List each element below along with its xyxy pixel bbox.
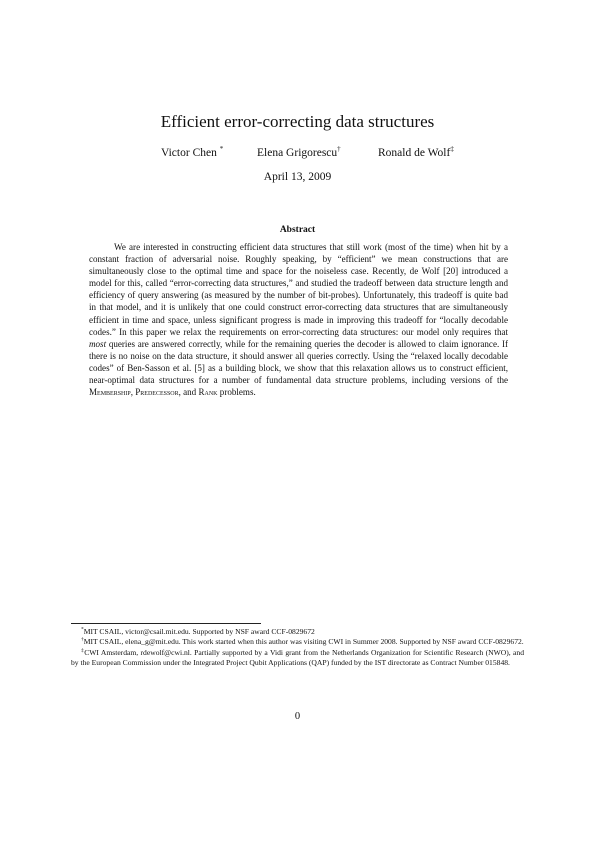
author-name: Elena Grigorescu: [257, 147, 338, 159]
footnote-elena-grigorescu: [71, 637, 524, 647]
author-footnote-mark: †: [337, 145, 341, 154]
author-ronald-de-wolf: [378, 147, 454, 159]
abstract-text-part1: We are interested in constructing efficient data structures that still work (most of the time) when hit by a constant fraction of adversarial noise. Roughly speaking, by “efficient” we mean constructions that are simultaneously close to the optimal time and space for the noiseless case. Recently, de Wolf [20] introduced a model for this, called “error-correcting data structures,” and studied the tradeoff between data structure length and efficiency of query answering (as measured by the number of bit-probes). Unfortunately, this tradeoff is quite bad in that model, and it is unlikely that one could construct error-correcting data structures that are simultaneously efficient in time and space, unless significant progress is made in improving this tradeoff for “locally decodable codes.” In this paper we relax the requirements on error-correcting data structures: our model only requires that: [89, 242, 508, 337]
footnote-mark: *: [81, 626, 84, 633]
footnotes: [71, 627, 524, 668]
problem-membership: Membership: [89, 387, 131, 398]
abstract-separator: ,: [130, 387, 133, 398]
footnote-ronald-de-wolf: [71, 648, 524, 669]
author-footnote-mark: *: [219, 145, 224, 154]
footnote-text: MIT CSAIL, victor@csail.mit.edu. Supported by NSF award CCF-0829672: [83, 627, 315, 636]
page-number: 0: [294, 711, 301, 722]
abstract-emphasis: most: [89, 338, 107, 349]
abstract-heading: Abstract: [279, 225, 316, 235]
footnote-text: MIT CSAIL, elena_g@mit.edu. This work started when this author was visiting CWI in Summer 2008. Supported by NSF award CCF-0829672.: [83, 637, 524, 647]
abstract-text-part2: queries are answered correctly, while for the remaining queries the decoder is allowed to claim ignorance. If there is no noise on the data structure, it should answer all queries correctly. Using the “relaxed locally decodable codes” of Ben-Sasson et al. [5] as a building block, we show that this relaxation allows us to construct efficient, near-optimal data structures for a number of fundamental data structure problems, including versions of the: [89, 338, 509, 386]
abstract-separator: , and: [178, 387, 197, 398]
author-victor-chen: [161, 147, 223, 159]
problem-rank: Rank: [198, 387, 218, 398]
footnote-text: CWI Amsterdam, rdewolf@cwi.nl. Partially supported by a Vidi grant from the Netherlands Organization for Scientific Research (NWO), and by the European Commission under the Integrated Project Qubit Applications (QAP) funded by the IST directorate as Contract Number 015848.: [71, 647, 524, 667]
author-footnote-mark: ‡: [450, 145, 454, 154]
footnote-mark: ‡: [81, 647, 85, 654]
problem-predecessor: Predecessor: [135, 387, 179, 398]
paper-title: Efficient error-correcting data structures: [160, 112, 435, 131]
abstract-text-end: problems.: [219, 387, 256, 398]
footnote-victor-chen: [71, 627, 524, 637]
footnote-divider: [71, 623, 261, 624]
footnote-mark: †: [81, 636, 84, 643]
author-name: Victor Chen: [161, 147, 217, 159]
abstract-body: [89, 241, 508, 398]
author-name: Ronald de Wolf: [378, 147, 451, 159]
paper-date: April 13, 2009: [263, 171, 332, 183]
author-elena-grigorescu: [257, 147, 341, 159]
